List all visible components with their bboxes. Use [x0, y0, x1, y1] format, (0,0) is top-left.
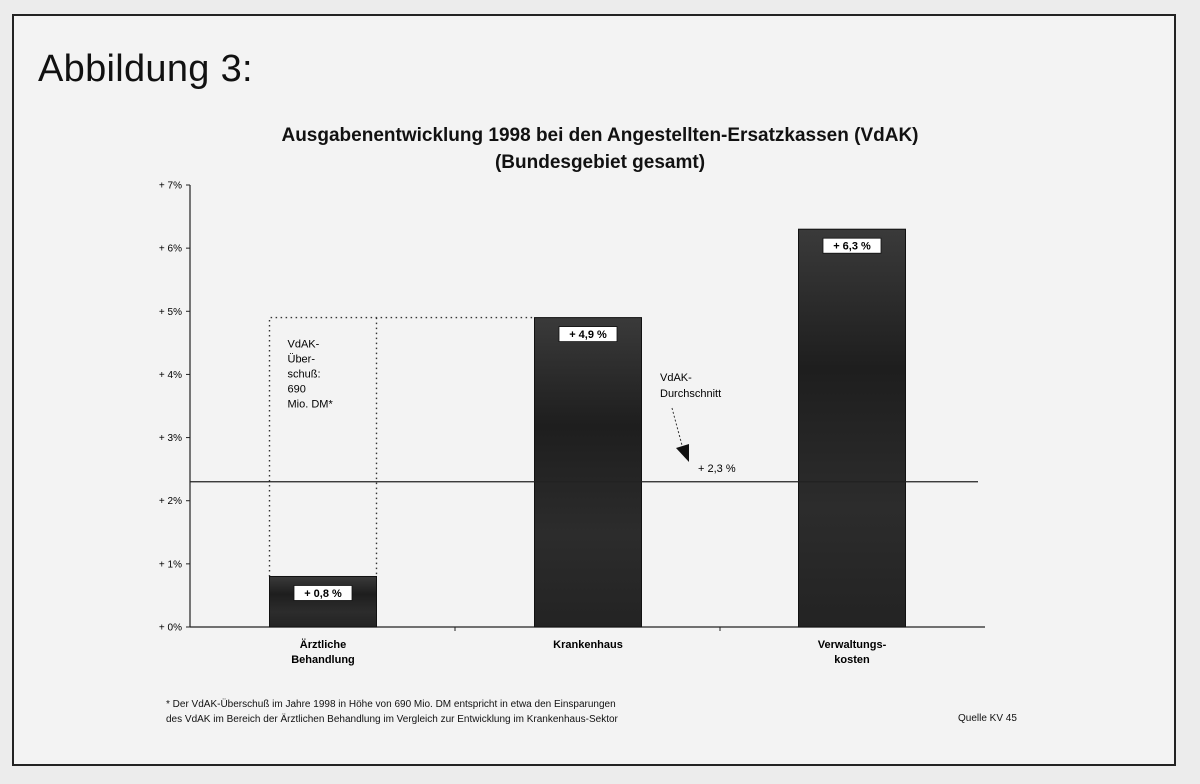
y-tick-label-6: + 6%: [158, 243, 182, 255]
category-label-1-0: Krankenhaus: [553, 639, 623, 651]
surplus-label-line-2: schuß:: [287, 368, 321, 381]
category-label-2-1: kosten: [834, 654, 870, 666]
source-note: Quelle KV 45: [958, 713, 1017, 724]
average-arrow-head: [676, 444, 689, 462]
bar-0: [270, 576, 377, 627]
bar-value-label-0: + 0,8 %: [304, 587, 342, 600]
surplus-label-line-0: VdAK-: [287, 338, 320, 351]
y-tick-label-0: + 0%: [158, 622, 182, 634]
chart-title: Ausgabenentwicklung 1998 bei den Angestellten-Ersatzkassen (VdAK): [281, 125, 919, 146]
y-tick-label-3: + 3%: [158, 433, 182, 445]
average-value-label: + 2,3 %: [698, 463, 736, 475]
surplus-label-line-3: 690: [287, 383, 306, 396]
figure-heading: Abbildung 3:: [38, 48, 253, 90]
footnote: [166, 697, 618, 727]
bar-1: [535, 318, 642, 627]
chart-subtitle: (Bundesgebiet gesamt): [494, 152, 706, 173]
footnote-line-2: des VdAK im Bereich der Ärztlichen Behandlung im Vergleich zur Entwicklung im Krankenhaus-Sektor: [166, 714, 618, 725]
y-tick-label-1: + 1%: [158, 559, 182, 571]
category-label-0-0: Ärztliche: [299, 639, 347, 651]
y-tick-label-5: + 5%: [158, 306, 182, 318]
category-label-2-0: Verwaltungs-: [817, 639, 887, 651]
category-label-0-1: Behandlung: [291, 654, 355, 666]
y-tick-label-4: + 4%: [158, 369, 182, 381]
y-tick-label-2: + 2%: [158, 496, 182, 508]
average-label-line-0: VdAK-: [660, 372, 692, 384]
average-arrow-shaft: [672, 408, 683, 449]
surplus-label-line-1: Über-: [287, 353, 316, 366]
surplus-label-line-4: Mio. DM*: [287, 398, 333, 411]
average-label-line-1: Durchschnitt: [660, 388, 722, 400]
bar-value-label-1: + 4,9 %: [569, 329, 607, 342]
bar-2: [799, 229, 906, 627]
bar-value-label-2: + 6,3 %: [833, 240, 871, 253]
y-tick-label-7: + 7%: [158, 180, 182, 192]
footnote-line-1: * Der VdAK-Überschuß im Jahre 1998 in Höhe von 690 Mio. DM entspricht in etwa den Einsparungen: [166, 699, 616, 710]
